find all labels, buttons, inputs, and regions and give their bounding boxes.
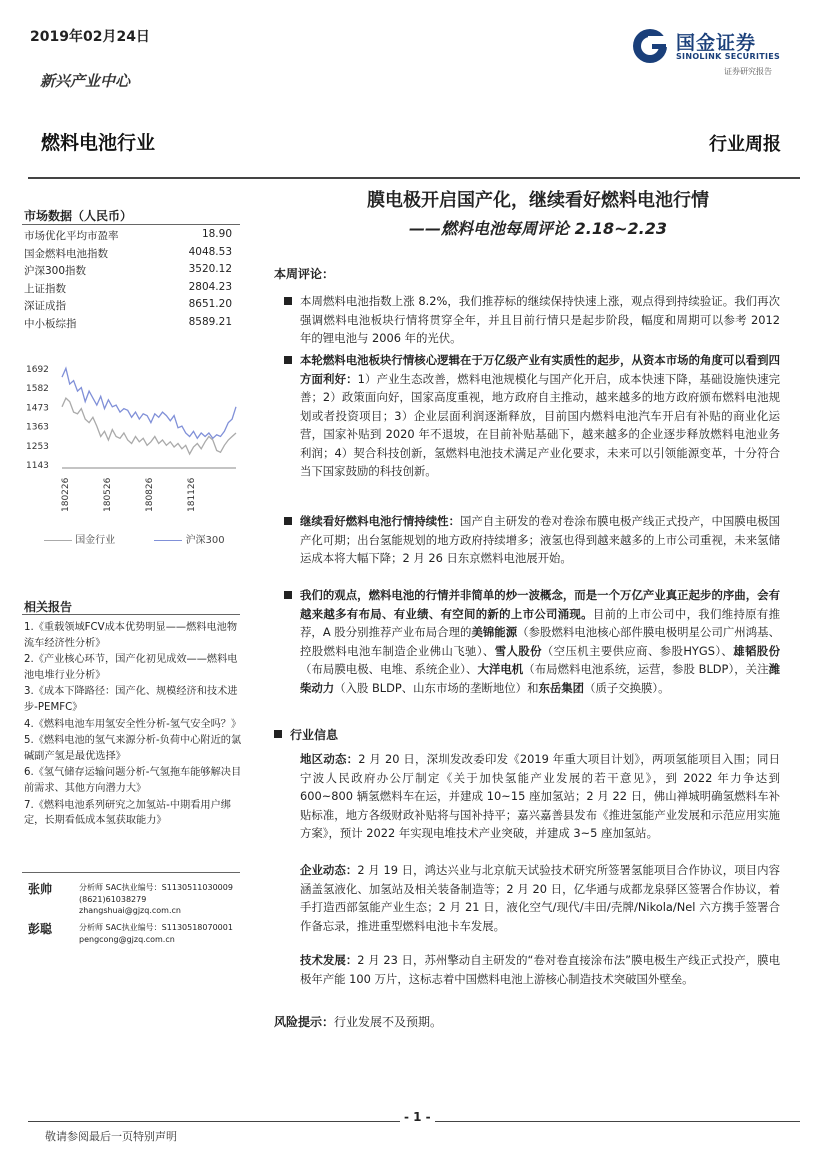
market-data-value: 8589.21	[188, 315, 232, 328]
comment-paragraph-2	[300, 351, 780, 481]
market-data-row	[24, 228, 232, 243]
market-data-title: 市场数据（人民币）	[24, 209, 133, 223]
market-data-row	[24, 298, 232, 313]
page-number: - 1 -	[400, 1110, 435, 1124]
market-data-value: 4048.53	[188, 245, 232, 258]
comment-paragraph-4	[300, 586, 780, 697]
tech-news	[300, 951, 780, 988]
related-reports-title: 相关报告	[24, 600, 73, 614]
company-label: 企业动态：	[300, 863, 358, 877]
y-tick-label: 1363	[26, 422, 49, 433]
logo-text-cn: 国金证券	[676, 32, 757, 54]
author-1-phone: (8621)61038279	[79, 894, 147, 904]
market-data-row	[24, 263, 232, 278]
risk-label: 风险提示：	[274, 1015, 335, 1029]
market-data-value: 18.90	[201, 228, 232, 240]
market-data-label: 市场优化平均市盈率	[24, 230, 119, 242]
header-divider	[28, 177, 800, 179]
author-2-name: 彭聪	[28, 922, 53, 936]
industry-name: 燃料电池行业	[41, 132, 156, 154]
author-1-email[interactable]: zhangshuai@gjzq.com.cn	[79, 906, 181, 915]
index-chart	[22, 356, 240, 526]
comment-4-text-d: （布局膜电极、电堆、系统企业）、	[300, 662, 478, 676]
report-date: 2019年02月24日	[30, 29, 150, 45]
comment-4-bold: 我们的观点，燃料电池的行情并非简单的炒一波概念，而是一个万亿产业真正起步的序曲，会有越来越多有布局、有业绩、有空间的新的上市公司涌现。	[300, 588, 780, 621]
comment-paragraph-1	[300, 292, 780, 348]
stock-weichai: 潍柴动力	[300, 662, 780, 695]
market-data-row	[24, 281, 232, 296]
series-line-2	[62, 368, 236, 438]
authors-divider	[22, 872, 240, 873]
x-tick-label: 180526	[103, 477, 113, 512]
market-data-divider	[22, 224, 240, 225]
comment-4-text-c: （空压机主要供应商、参股HYGS）、	[541, 643, 734, 658]
author-2-info	[79, 922, 249, 945]
related-report-4[interactable]: 4.《燃料电池车用氢安全性分析-氢气安全吗？》	[24, 718, 242, 730]
comment-3-bold: 继续看好燃料电池行情持续性：	[300, 514, 461, 528]
stock-dongyue: 东岳集团	[538, 680, 585, 695]
company-text: 2 月 19 日，鸿达兴业与北京航天试验技术研究所签署氢能项目合作协议，项目内容涵盖氢液化、加氢站及相关装备制造等；2 月 20 日，亿华通与成都龙泉驿区签署合作协议，着手打造西部氢能产业生态；2 月 21 日，液化空气/现代/丰田/壳牌/Nikola/Nel 六方携手签署合作备忘录，推进重型燃料电池卡车发展。	[300, 863, 780, 933]
market-data-label: 上证指数	[24, 282, 66, 295]
market-data-value: 8651.20	[188, 298, 232, 310]
tech-text: 2 月 23 日，苏州擎动自主研发的“卷对卷直接涂布法”膜电极生产线正式投产，膜电极年产能 100 万片，这标志着中国燃料电池上游核心制造技术突破国外壁垒。	[300, 953, 780, 986]
comment-4-text-g: （质子交换膜）。	[584, 680, 670, 695]
tech-label: 技术发展：	[300, 953, 358, 967]
legend-line-2	[154, 540, 182, 541]
related-report-3[interactable]: 3.《成本下降路径：国产化、规模经济和技术进步-PEMFC》	[24, 686, 238, 713]
series-line-1	[62, 398, 236, 454]
risk-warning	[274, 1013, 442, 1030]
report-subtitle: ——燃料电池每周评论 2.18~2.23	[409, 219, 667, 238]
y-tick-label: 1692	[26, 365, 49, 375]
author-2-sac: 分析师 SAC执业编号：S1130518070001	[79, 923, 233, 932]
related-reports-list	[24, 620, 242, 830]
comment-4-text-b: （参股燃料电池核心部件膜电极明星公司广州鸿基、控股燃料电池车制造企业佛山飞驰）、	[300, 625, 780, 658]
stock-dayang: 大洋电机	[477, 662, 524, 676]
industry-info-heading	[290, 726, 338, 743]
comment-4-text-f: （入股 BLDP、山东市场的垄断地位）和	[334, 680, 539, 695]
related-report-6[interactable]: 6.《氢气储存运输问题分析-气氢拖车能够解决目前需求、其他方向潜力大》	[24, 767, 242, 794]
y-tick-label: 1582	[26, 384, 49, 395]
bullet-icon	[284, 356, 292, 364]
y-tick-label: 1253	[26, 441, 49, 452]
comment-3-text: 国产自主研发的卷对卷涂布膜电极产线正式投产，中国膜电极国产化可期；出台氢能规划的地方政府持续增多；液氢也得到越来越多的上市公司重视，未来氢储运成本将大幅下降；2 月 26 日东京燃料电池展开始。	[300, 514, 780, 565]
weekly-comment-heading: 本周评论：	[274, 267, 335, 281]
region-news	[300, 750, 780, 843]
legend-label-1: 国金行业	[75, 535, 116, 546]
company-logo	[630, 26, 800, 82]
legend-label-2: 沪深300	[185, 535, 225, 546]
market-data-label: 中小板综指	[24, 317, 77, 330]
x-tick-label: 181126	[187, 477, 197, 512]
stock-xiongtao: 雄韬股份	[733, 643, 780, 658]
comment-2-bold: 本轮燃料电池板块行情核心逻辑在于万亿级产业有实质性的起步，从资本市场的角度可以看到四方面利好：	[300, 353, 780, 386]
market-data-row	[24, 246, 232, 261]
market-data-value: 2804.23	[188, 280, 232, 293]
market-data-label: 沪深300指数	[24, 265, 87, 277]
logo-subtitle: 证券研究报告	[724, 67, 772, 76]
author-1-info	[79, 882, 249, 917]
comment-paragraph-3	[300, 512, 780, 568]
market-data-label: 国金燃料电池指数	[24, 247, 108, 260]
related-report-7[interactable]: 7.《燃料电池系列研究之加氢站-中期看用户绑定，长期看低成本氢获取能力》	[24, 799, 231, 827]
footer-disclaimer: 敬请参阅最后一页特别声明	[45, 1130, 177, 1143]
stock-xueren: 雪人股份	[494, 643, 542, 658]
bullet-icon	[284, 297, 292, 305]
region-text: 2 月 20 日，深圳发改委印发《2019 年重大项目计划》，两项氢能项目入围；同日宁波人民政府办公厅制定《关于加快氢能产业发展的若干意见》，到 2022 年力争达到 600~800 辆氢燃料车在运，并建成 10~15 座加氢站；2 月 22 日，佛山禅城明确氢燃料车补贴标准，地方各级财政补贴将与国补持平；嘉兴嘉善县发布《推进氢能产业发展和示范应用实施方案》，预计 2022 年实现电堆技术产业突破，并建成 3~5 座加氢站。	[300, 752, 780, 840]
comment-2-text: 1）产业生态改善，燃料电池规模化与国产化开启，成本快速下降，基础设施快速完善；2）政策面向好，国家高度重视，地方政府自主推动，越来越多的地方政府颁布燃料电池规划或者投资项目；3）企业层面利润逐渐释放，目前国内燃料电池汽车开启有补贴的商业化运营，国家补贴到 2020 年不退坡，在目前补贴基础下，越来越多的企业逐步释放燃料电池业务利润；4）契合科技创新，氢燃料电池技术满足产业化要求，未来可以引领能源变革，十分符合当下国家鼓励的科技创新。	[300, 371, 780, 478]
chart-legend	[30, 531, 240, 546]
related-report-1[interactable]: 1.《重载领域FCV成本优势明显——燃料电池物流车经济性分析》	[24, 622, 238, 649]
related-reports-divider	[22, 614, 240, 615]
comment-1-text: 本周燃料电池指数上涨 8.2%，我们推荐标的继续保持快速上涨，观点得到持续验证。我们再次强调燃料电池板块行情将贯穿全年，并且目前行情只是起步阶段，幅度和周期可以参考 2012 年的锂电池与 2006 年的光伏。	[300, 294, 780, 345]
company-news	[300, 861, 780, 935]
research-center: 新兴产业中心	[40, 72, 131, 90]
legend-line-1	[44, 540, 72, 541]
comment-4-text-a: 目前的上市公司中，我们维持原有推荐，A 股分别推荐产业布局合理的	[300, 606, 780, 639]
bullet-icon	[274, 730, 282, 738]
author-1-name: 张帅	[28, 882, 53, 896]
market-data-row	[24, 316, 232, 331]
report-title: 膜电极开启国产化，继续看好燃料电池行情	[367, 190, 709, 211]
market-data-value: 3520.12	[188, 263, 232, 275]
y-tick-label: 1143	[26, 461, 49, 471]
region-label: 地区动态：	[300, 752, 359, 766]
author-1-sac: 分析师 SAC执业编号：S1130511030009	[79, 883, 233, 892]
bullet-icon	[284, 517, 292, 525]
logo-mark-icon	[630, 26, 672, 66]
report-type: 行业周报	[709, 134, 781, 155]
comment-4-text-e: （布局燃料电池系统，运营，参股 BLDP），关注	[523, 662, 769, 676]
related-report-5[interactable]: 5.《燃料电池的氢气来源分析-负荷中心附近的氯碱副产氢是最优选择》	[24, 735, 242, 762]
industry-info-title: 行业信息	[290, 728, 339, 742]
market-data-label: 深证成指	[24, 300, 66, 312]
stock-meijin: 美锦能源	[471, 625, 518, 639]
bullet-icon	[284, 591, 292, 599]
risk-text: 行业发展不及预期。	[334, 1015, 443, 1029]
related-report-2[interactable]: 2.《产业核心环节，国产化初见成效——燃料电池电堆行业分析》	[24, 654, 238, 681]
author-2-email[interactable]: pengcong@gjzq.com.cn	[79, 934, 175, 944]
x-tick-label: 180826	[145, 477, 155, 512]
logo-text-en: SINOLINK SECURITIES	[676, 52, 781, 61]
x-tick-label: 180226	[61, 477, 71, 512]
y-tick-label: 1473	[26, 403, 49, 414]
